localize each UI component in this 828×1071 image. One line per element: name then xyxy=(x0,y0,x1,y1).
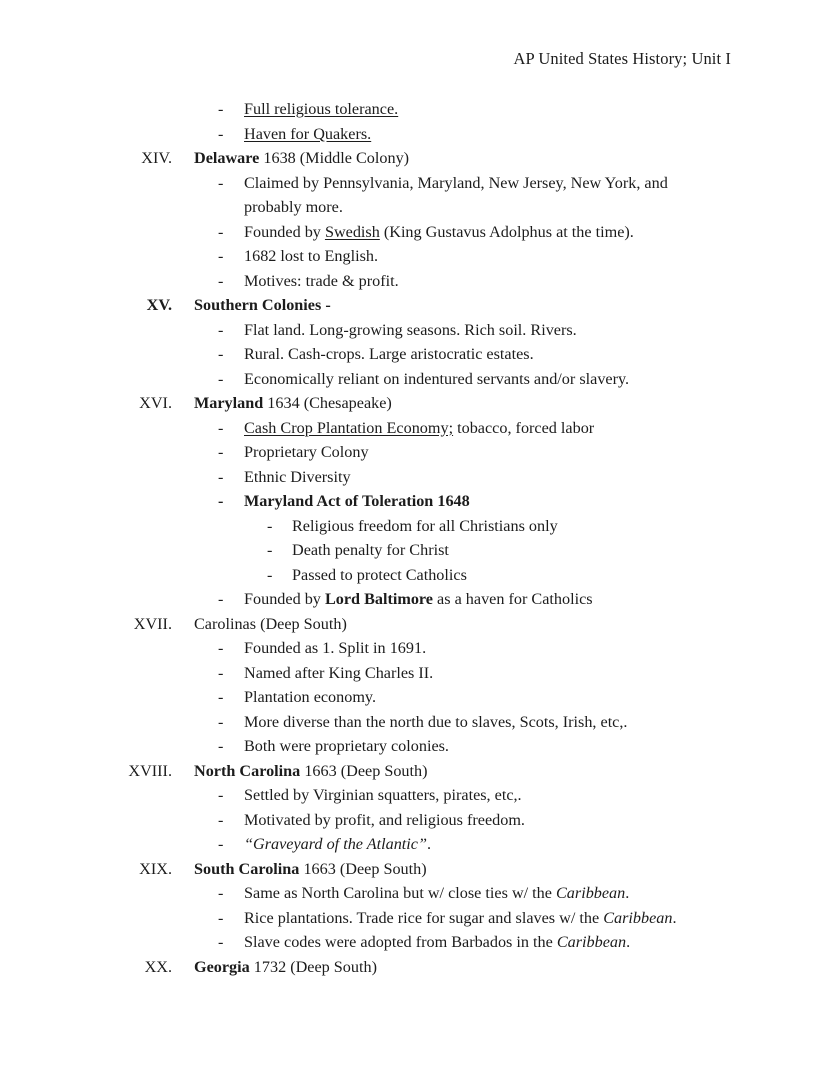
text-run: Death penalty for Christ xyxy=(292,541,449,559)
outline-text xyxy=(244,244,700,269)
outline-text xyxy=(244,416,700,441)
outline-bullet xyxy=(0,930,828,955)
bullet-dash-icon: - xyxy=(218,100,224,118)
bullet-dash-icon: - xyxy=(218,835,224,853)
text-run: 1663 (Deep South) xyxy=(299,859,427,878)
outline-bullet xyxy=(0,465,828,490)
outline-heading xyxy=(0,146,828,171)
outline-text xyxy=(244,489,700,514)
outline-text xyxy=(244,220,700,245)
outline-numeral: XX. xyxy=(144,957,172,976)
text-run: 1663 (Deep South) xyxy=(300,761,428,780)
bullet-dash-icon: - xyxy=(218,908,224,927)
outline-text xyxy=(194,146,710,171)
bullet-dash-icon: - xyxy=(218,173,224,192)
bullet-dash-icon: - xyxy=(218,345,224,363)
outline-bullet xyxy=(0,832,828,857)
bullet-dash-icon: - xyxy=(267,541,273,559)
text-run: Founded by xyxy=(244,590,325,608)
text-run: Rural. Cash-crops. Large aristocratic estates. xyxy=(244,345,534,363)
text-run: Delaware xyxy=(194,149,260,167)
outline-bullet xyxy=(0,661,828,686)
text-run: Carolinas (Deep South) xyxy=(194,614,347,633)
outline-text xyxy=(244,783,700,808)
text-run: Georgia xyxy=(194,957,250,976)
bullet-dash-icon: - xyxy=(218,810,224,829)
outline-numeral: XIX. xyxy=(139,859,172,878)
outline-text xyxy=(244,930,700,955)
outline-text xyxy=(244,685,700,710)
text-run: Rice plantations. Trade rice for sugar and slaves w/ the xyxy=(244,908,604,927)
bullet-dash-icon: - xyxy=(218,467,224,486)
outline-numeral: XV. xyxy=(146,296,172,314)
outline-bullet xyxy=(0,514,828,539)
outline-bullet xyxy=(0,367,828,392)
text-run: Founded by xyxy=(244,222,325,241)
outline-text xyxy=(244,171,700,220)
outline-bullet xyxy=(0,587,828,612)
outline-numeral: XVI. xyxy=(139,394,172,412)
outline-numeral: XVII. xyxy=(133,614,172,633)
text-run: . xyxy=(626,933,631,951)
text-run: 1682 lost to English. xyxy=(244,247,379,265)
text-run: Founded as 1. Split in 1691. xyxy=(244,639,427,657)
outline-text xyxy=(194,759,710,784)
text-run: Claimed by Pennsylvania, Maryland, New Jersey, New York, and probably more. xyxy=(244,173,668,216)
text-run: Haven for Quakers. xyxy=(244,124,372,143)
outline-bullet xyxy=(0,734,828,759)
outline-text xyxy=(244,367,700,392)
text-run: . xyxy=(672,908,677,927)
outline-numeral: XVIII. xyxy=(128,761,172,780)
text-run: tobacco, forced labor xyxy=(453,418,595,437)
outline-text xyxy=(244,440,700,465)
text-run: “Graveyard of the Atlantic” xyxy=(244,835,427,853)
outline-text xyxy=(194,955,710,980)
outline-text xyxy=(244,906,700,931)
text-run: Full religious tolerance. xyxy=(244,100,399,118)
bullet-dash-icon: - xyxy=(267,516,273,535)
outline-bullet xyxy=(0,97,828,122)
outline-bullet xyxy=(0,563,828,588)
bullet-dash-icon: - xyxy=(218,712,224,731)
text-run: More diverse than the north due to slaves, Scots, Irish, etc,. xyxy=(244,712,628,731)
outline-bullet xyxy=(0,122,828,147)
outline-heading xyxy=(0,293,828,318)
outline-text xyxy=(292,514,700,539)
outline-text xyxy=(244,808,700,833)
outline-text xyxy=(244,342,700,367)
bullet-dash-icon: - xyxy=(218,786,224,804)
outline-text xyxy=(244,710,700,735)
bullet-dash-icon: - xyxy=(218,884,224,902)
bullet-dash-icon: - xyxy=(218,443,224,461)
text-run: Motivated by profit, and religious freedom. xyxy=(244,810,525,829)
outline-text xyxy=(244,832,700,857)
running-header: AP United States History; Unit I xyxy=(513,49,731,68)
outline-text xyxy=(244,269,700,294)
outline-bullet xyxy=(0,244,828,269)
text-run: Slave codes were adopted from Barbados in the xyxy=(244,933,557,951)
bullet-dash-icon: - xyxy=(218,271,224,290)
outline-text xyxy=(244,661,700,686)
outline-text xyxy=(292,563,700,588)
outline-heading xyxy=(0,955,828,980)
text-run: Flat land. Long-growing seasons. Rich soil. Rivers. xyxy=(244,320,577,339)
text-run: . xyxy=(625,884,630,902)
text-run: Named after King Charles II. xyxy=(244,663,434,682)
outline-text xyxy=(244,881,700,906)
text-run: Motives: trade & profit. xyxy=(244,271,399,290)
outline-bullet xyxy=(0,538,828,563)
outline-bullet xyxy=(0,881,828,906)
text-run: Ethnic Diversity xyxy=(244,467,351,486)
bullet-dash-icon: - xyxy=(218,320,224,339)
outline-heading xyxy=(0,612,828,637)
text-run: Religious freedom for all Christians only xyxy=(292,516,558,535)
outline-text xyxy=(194,293,710,318)
outline-text xyxy=(244,636,700,661)
outline-bullet xyxy=(0,710,828,735)
text-run: Maryland Act of Toleration 1648 xyxy=(244,492,470,510)
text-run: Caribbean xyxy=(556,933,627,951)
outline-bullet xyxy=(0,685,828,710)
text-run: as a haven for Catholics xyxy=(433,590,593,608)
outline-text xyxy=(244,97,700,122)
outline-text xyxy=(244,587,700,612)
outline-text xyxy=(194,391,710,416)
outline-bullet xyxy=(0,489,828,514)
outline-bullet xyxy=(0,416,828,441)
text-run: South Carolina xyxy=(194,859,300,878)
bullet-dash-icon: - xyxy=(218,663,224,682)
text-run: Settled by Virginian squatters, pirates, etc,. xyxy=(244,786,522,804)
text-run: Both were proprietary colonies. xyxy=(244,737,449,755)
bullet-dash-icon: - xyxy=(218,369,224,388)
text-run: Caribbean xyxy=(603,908,673,927)
outline-text xyxy=(244,465,700,490)
outline-bullet xyxy=(0,783,828,808)
bullet-dash-icon: - xyxy=(218,737,224,755)
text-run: Proprietary Colony xyxy=(244,443,369,461)
outline-text xyxy=(292,538,700,563)
text-run: 1634 (Chesapeake) xyxy=(263,394,392,412)
outline-bullet xyxy=(0,636,828,661)
outline-heading xyxy=(0,857,828,882)
text-run: Maryland xyxy=(194,394,264,412)
outline-bullet xyxy=(0,440,828,465)
bullet-dash-icon: - xyxy=(218,492,224,510)
text-run: Same as North Carolina but w/ close ties w/ the xyxy=(244,884,556,902)
outline-text xyxy=(244,122,700,147)
text-run: Economically reliant on indentured servants and/or slavery. xyxy=(244,369,630,388)
outline-text xyxy=(244,318,700,343)
text-run: Cash Crop Plantation Economy; xyxy=(244,418,454,437)
bullet-dash-icon: - xyxy=(267,565,273,584)
bullet-dash-icon: - xyxy=(218,222,224,241)
bullet-dash-icon: - xyxy=(218,933,224,951)
text-run: Caribbean xyxy=(556,884,626,902)
outline-bullet xyxy=(0,808,828,833)
outline-text xyxy=(194,857,710,882)
text-run: North Carolina xyxy=(194,761,301,780)
outline-text xyxy=(194,612,710,637)
outline-numeral: XIV. xyxy=(141,149,172,167)
text-run: Plantation economy. xyxy=(244,688,377,706)
text-run: (King Gustavus Adolphus at the time). xyxy=(379,222,634,241)
outline-heading xyxy=(0,391,828,416)
bullet-dash-icon: - xyxy=(218,590,224,608)
bullet-dash-icon: - xyxy=(218,124,224,143)
text-run: Passed to protect Catholics xyxy=(292,565,467,584)
outline-bullet xyxy=(0,342,828,367)
text-run: Swedish xyxy=(324,222,380,241)
outline-bullet xyxy=(0,906,828,931)
outline-text xyxy=(244,734,700,759)
outline-bullet xyxy=(0,171,828,220)
text-run: Lord Baltimore xyxy=(324,590,433,608)
outline-heading xyxy=(0,759,828,784)
bullet-dash-icon: - xyxy=(218,418,224,437)
outline-bullet xyxy=(0,269,828,294)
text-run: Southern Colonies - xyxy=(194,296,331,314)
outline-body xyxy=(0,97,828,979)
text-run: 1732 (Deep South) xyxy=(249,957,377,976)
outline-bullet xyxy=(0,220,828,245)
text-run: . xyxy=(427,835,432,853)
bullet-dash-icon: - xyxy=(218,639,224,657)
text-run: 1638 (Middle Colony) xyxy=(259,149,410,167)
bullet-dash-icon: - xyxy=(218,247,224,265)
outline-bullet xyxy=(0,318,828,343)
bullet-dash-icon: - xyxy=(218,688,224,706)
